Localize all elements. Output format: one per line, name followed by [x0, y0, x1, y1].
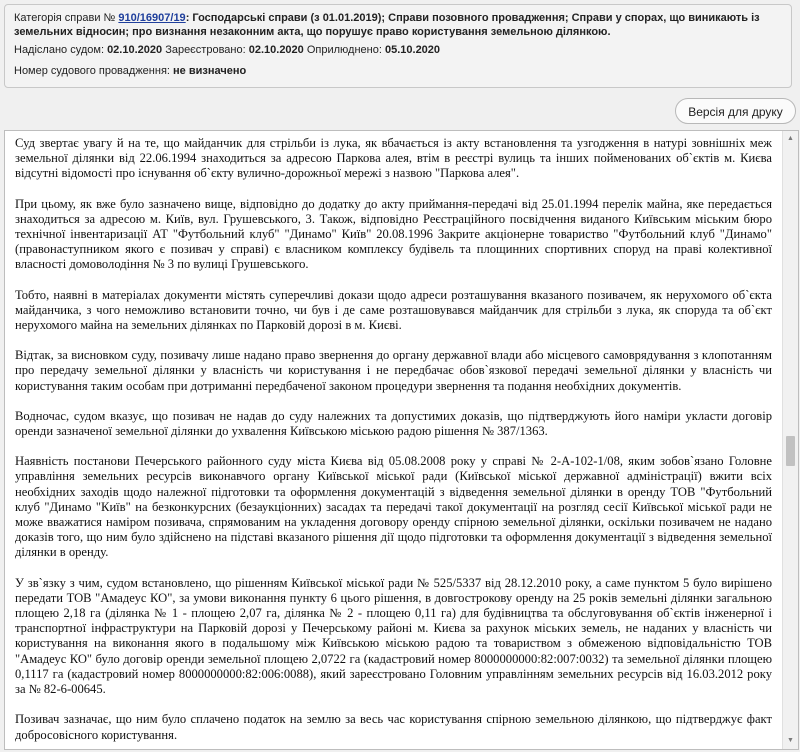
scroll-up-arrow-icon[interactable]: ▲: [787, 135, 794, 142]
published-date: 05.10.2020: [384, 44, 441, 57]
published-label: Оприлюднено:: [306, 44, 382, 57]
paragraph: Відтак, за висновком суду, позивачу лише надано право звернення до органу державної влади або місцевого самоврядування з клопотанням про передачу земельної ділянки у власність чи користування і не передбачає обов`язкової передачі земельної ділянки у власність чи користування таким особам при дотриманні передбаченої законом процедури звернення та подання необхідних документів.: [15, 348, 772, 393]
paragraph: У зв`язку з чим, судом встановлено, що рішенням Київської міської ради № 525/5337 від 28.12.2010 року, а саме пунктом 5 було вирішено передати ТОВ "Амадеус КО", за умови виконання пункту 6 цього рішення, в довгострокову оренду на 25 років земельні ділянки загальною площею 2,18 га (ділянка № 1 - площею 2,07 га, ділянка № 2 - площею 0,11 га) для будівництва та обслуговування об`єктів інженерної і транспортної інфраструктури на Парковій дорозі у Печерському районі м. Києва за рахунок міських земель, не наданих у власність чи користування на виконання якого в подальшому між Київською міською радою та товариством з обмеженою відповідальністю ТОВ "Амадеус КО" було договір оренди земельної площею 2,0722 га (кадастровий номер 8000000000:82:007:0032) та земельної ділянки площею 0,1117 га (кадастровий номер 8000000000:82:006:0088), який зареєстровано Головним управлінням земельних ресурсів від 16.03.2012 року за № 82-6-00645.: [15, 575, 772, 697]
paragraph: При цьому, як вже було зазначено вище, відповідно до додатку до акту приймання-передачі від 25.01.1994 перелік майна, яке передається знаходиться за адресою м. Київ, вул. Грушевського, 3. Також, відповідно Реєстраційного посвідчення виданого Київським міським бюро технічної інвентаризації АТ "Футбольний клуб" "Динамо" Київ" 20.08.1996 Закрите акціонерне товариство "Футбольний клуб "Динамо" (правонаступником якого є позивач у справі) є власником комплексу будівель та площинних спортивних споруд на праві колективної власності домоволодіння № 3 по вулиці Грушевського.: [15, 196, 772, 272]
vertical-scrollbar[interactable]: [782, 131, 798, 749]
scroll-thumb[interactable]: [786, 436, 795, 466]
registered-date: 02.10.2020: [248, 44, 304, 57]
scroll-track[interactable]: [783, 147, 798, 733]
document-viewer[interactable]: [4, 130, 799, 750]
paragraph: Позивач зазначає, що ним було сплачено податок на землю за весь час користування спірною земельною ділянкою, що підтверджує факт добросовісного користування.: [15, 712, 772, 742]
case-info-panel: [4, 4, 792, 88]
paragraph: Наявність постанови Печерського районного суду міста Києва від 05.08.2008 року у справі № 2-А-102-1/08, яким зобов`язано Головне управління земельних ресурсів виконавчого органу Київської міської ради (Київської міської державної адміністрації) вжити всіх необхідних заходів щодо належної підготовки та оформлення документацій з відведення земельної ділянки в оренду ТОВ "Футбольний клуб "Динамо "Київ" на безконкурсних (безаукціонних) засадах та передачі такої документації на розгляд сесії Київської міської ради не може вважатися наміром позивача, спрямованим на укладення договору оренду спірною земельної ділянки, оскільки позивачем не надано доказів того, що ним було здійснено на підставі вказаного рішення дії щодо підготовки та оформлення документації з відведення земельної ділянки в оренду.: [15, 454, 772, 560]
proceeding-label: Номер судового провадження:: [14, 64, 170, 77]
document-text: [5, 131, 782, 749]
category-label: Категорія справи №: [14, 12, 116, 24]
case-category: [14, 11, 783, 39]
paragraph: Тобто, наявні в матеріалах документи містять суперечливі докази щодо адреси розташування вказаного позивачем, як нерухомого об`єкта майданчика, з чого неможливо встановити точно, чи був і де саме розташовувався майданчик для стрільби з лука, як споруда та об`єкт нерухомого майна на земельних ділянках по Парковій дорозі в м. Києві.: [15, 287, 772, 333]
paragraph: Суд звертає увагу й на те, що майданчик для стрільби із лука, як вбачається із акту встановлення та узгодження в натурі зовнішніх меж земельної ділянки від 22.06.1994 знаходиться за адресою Паркова алея, втім в реєстрі вулиць та інших пойменованих об`єктів м. Києва відсутні відомості про існування об`єкту вулично-дорожньої мережі з назвою "Паркова алея".: [15, 136, 772, 181]
scroll-down-arrow-icon[interactable]: ▼: [787, 737, 794, 744]
print-version-button[interactable]: Версія для друку: [675, 98, 796, 124]
sent-label: Надіслано судом:: [14, 44, 104, 57]
proceeding-number: [14, 64, 783, 78]
case-dates: [14, 43, 783, 57]
proceeding-value: не визначено: [173, 64, 247, 77]
category-text: : Господарські справи (з 01.01.2019); Справи позовного провадження; Справи у спорах, що виникають із земельних відносин; про визнання незаконним акта, що порушує право користування земельною ділянкою.: [14, 12, 760, 39]
registered-label: Зареєстровано:: [165, 44, 246, 57]
paragraph: Водночас, судом вказує, що позивач не надав до суду належних та допустимих доказів, що підтверджують його наміри укласти договір оренди зазначеної земельної ділянки до ухвалення Київською міською радою рішення № 387/1363.: [15, 408, 772, 439]
sent-date: 02.10.2020: [107, 44, 163, 57]
case-number-link[interactable]: 910/16907/19: [118, 12, 186, 24]
